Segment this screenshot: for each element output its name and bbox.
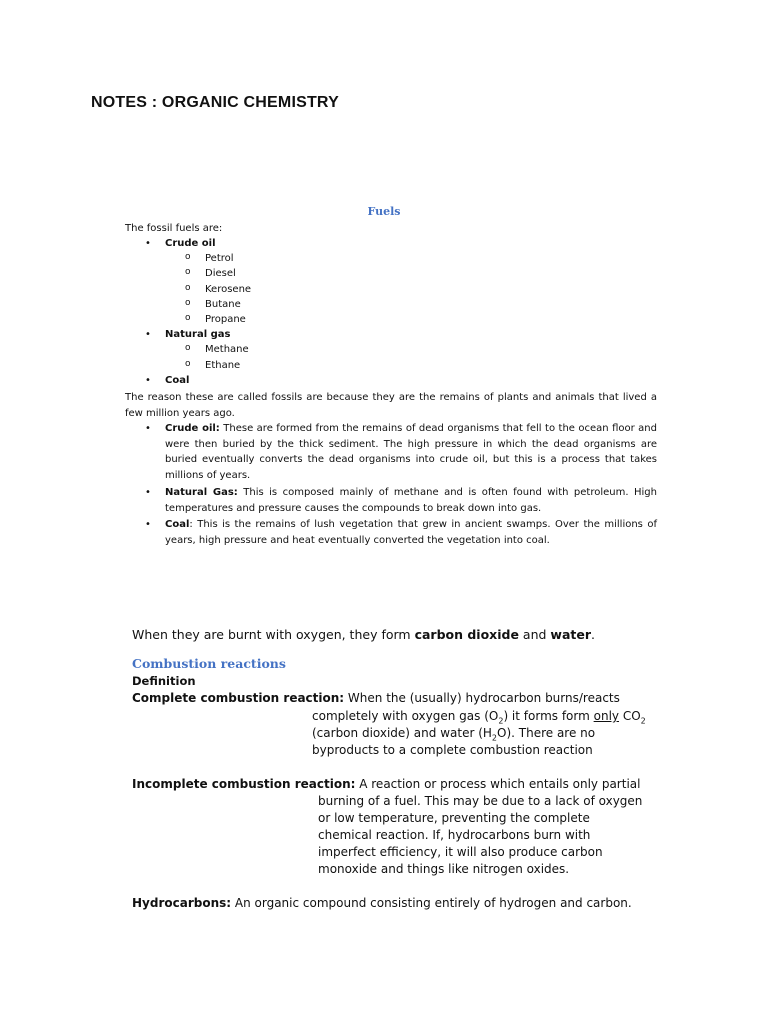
sub-item: o Ethane [165, 358, 251, 373]
detail-natural-gas [125, 485, 657, 516]
page-title: NOTES : ORGANIC CHEMISTRY [91, 94, 339, 111]
text-span: CO [619, 709, 641, 723]
bold-term: water [550, 627, 592, 642]
detail-text: This is composed mainly of methane and is often found with petroleum. High temperatures and pressure causes the compounds to break down into gas. [165, 486, 657, 514]
detail-coal [125, 517, 657, 548]
burnt-sentence [132, 627, 595, 642]
fuel-label: Natural gas [165, 329, 231, 341]
fuel-item-natural-gas [125, 327, 251, 373]
combustion-heading: Combustion reactions [132, 656, 286, 671]
incomplete-combustion-line: or low temperature, preventing the complete [318, 811, 590, 825]
text-span: ) it forms form [503, 709, 594, 723]
sub-list [165, 342, 251, 372]
fuel-label: Coal [165, 374, 190, 386]
definition-text: An organic compound consisting entirely of hydrogen and carbon. [231, 896, 632, 910]
fuel-item-coal [125, 373, 251, 388]
complete-combustion-line1 [132, 690, 620, 708]
text-span: When they are burnt with oxygen, they form [132, 627, 415, 642]
fossil-fuel-list [125, 236, 251, 388]
sub-item: o Butane [165, 297, 251, 312]
fuel-label: Crude oil [165, 238, 216, 249]
subscript: 2 [640, 716, 646, 726]
detail-crude-oil [125, 421, 657, 484]
subscript: 2 [498, 716, 504, 726]
incomplete-combustion-line: imperfect efficiency, it will also produce carbon [318, 845, 603, 859]
fuels-intro: The fossil fuels are: [125, 223, 223, 234]
text-span: . [591, 627, 596, 642]
sub-item: o Kerosene [165, 282, 251, 297]
sub-item: o Propane [165, 312, 251, 327]
fuel-details-list [125, 421, 657, 550]
fuel-item-crude-oil [125, 236, 251, 327]
text-span: O). There are no [497, 726, 596, 740]
text-span: (carbon dioxide) and water (H [312, 726, 492, 740]
incomplete-combustion-line: chemical reaction. If, hydrocarbons burn with [318, 828, 591, 842]
incomplete-combustion-line: burning of a fuel. This may be due to a lack of oxygen [318, 794, 643, 808]
definition-text: A reaction or process which entails only partial [355, 777, 641, 791]
sub-list [165, 251, 251, 327]
text-span: and [518, 627, 551, 642]
detail-term: Crude oil: [165, 423, 220, 434]
definition-term: Complete combustion reaction: [132, 691, 345, 705]
incomplete-combustion-line: monoxide and things like nitrogen oxides. [318, 862, 570, 876]
hydrocarbons-definition [132, 896, 632, 910]
detail-text: These are formed from the remains of dead organisms that fell to the ocean floor and were then buried by the thick sediment. The high pressure in which the dead organisms are buried eventually converts the dead organisms into crude oil, but this is a process that takes millions of years. [165, 423, 657, 482]
incomplete-combustion-line1 [132, 776, 640, 794]
detail-term: Coal [165, 519, 190, 531]
definition-term: Incomplete combustion reaction: [132, 777, 356, 791]
text-span: completely with oxygen gas (O [312, 709, 499, 723]
sub-item: o Petrol [165, 251, 251, 266]
definition-label: Definition [132, 674, 196, 688]
fuels-heading: Fuels [367, 205, 401, 218]
subscript: 2 [491, 733, 497, 743]
complete-combustion-line4: byproducts to a complete combustion reaction [312, 743, 593, 757]
definition-term: Hydrocarbons: [132, 896, 232, 910]
detail-term: Natural Gas: [165, 486, 238, 498]
underlined-word: only [593, 709, 620, 723]
sub-item: o Diesel [165, 266, 251, 281]
detail-text: : This is the remains of lush vegetation that grew in ancient swamps. Over the millions of years, high pressure and heat eventually converted the vegetation into coal. [165, 519, 657, 546]
fossil-reason-paragraph: The reason these are called fossils are because they are the remains of plants and animals that lived a few million years ago. [125, 392, 657, 419]
sub-item: o Methane [165, 342, 251, 357]
bold-term: carbon dioxide [414, 627, 519, 642]
definition-text: When the (usually) hydrocarbon burns/reacts [344, 691, 620, 705]
